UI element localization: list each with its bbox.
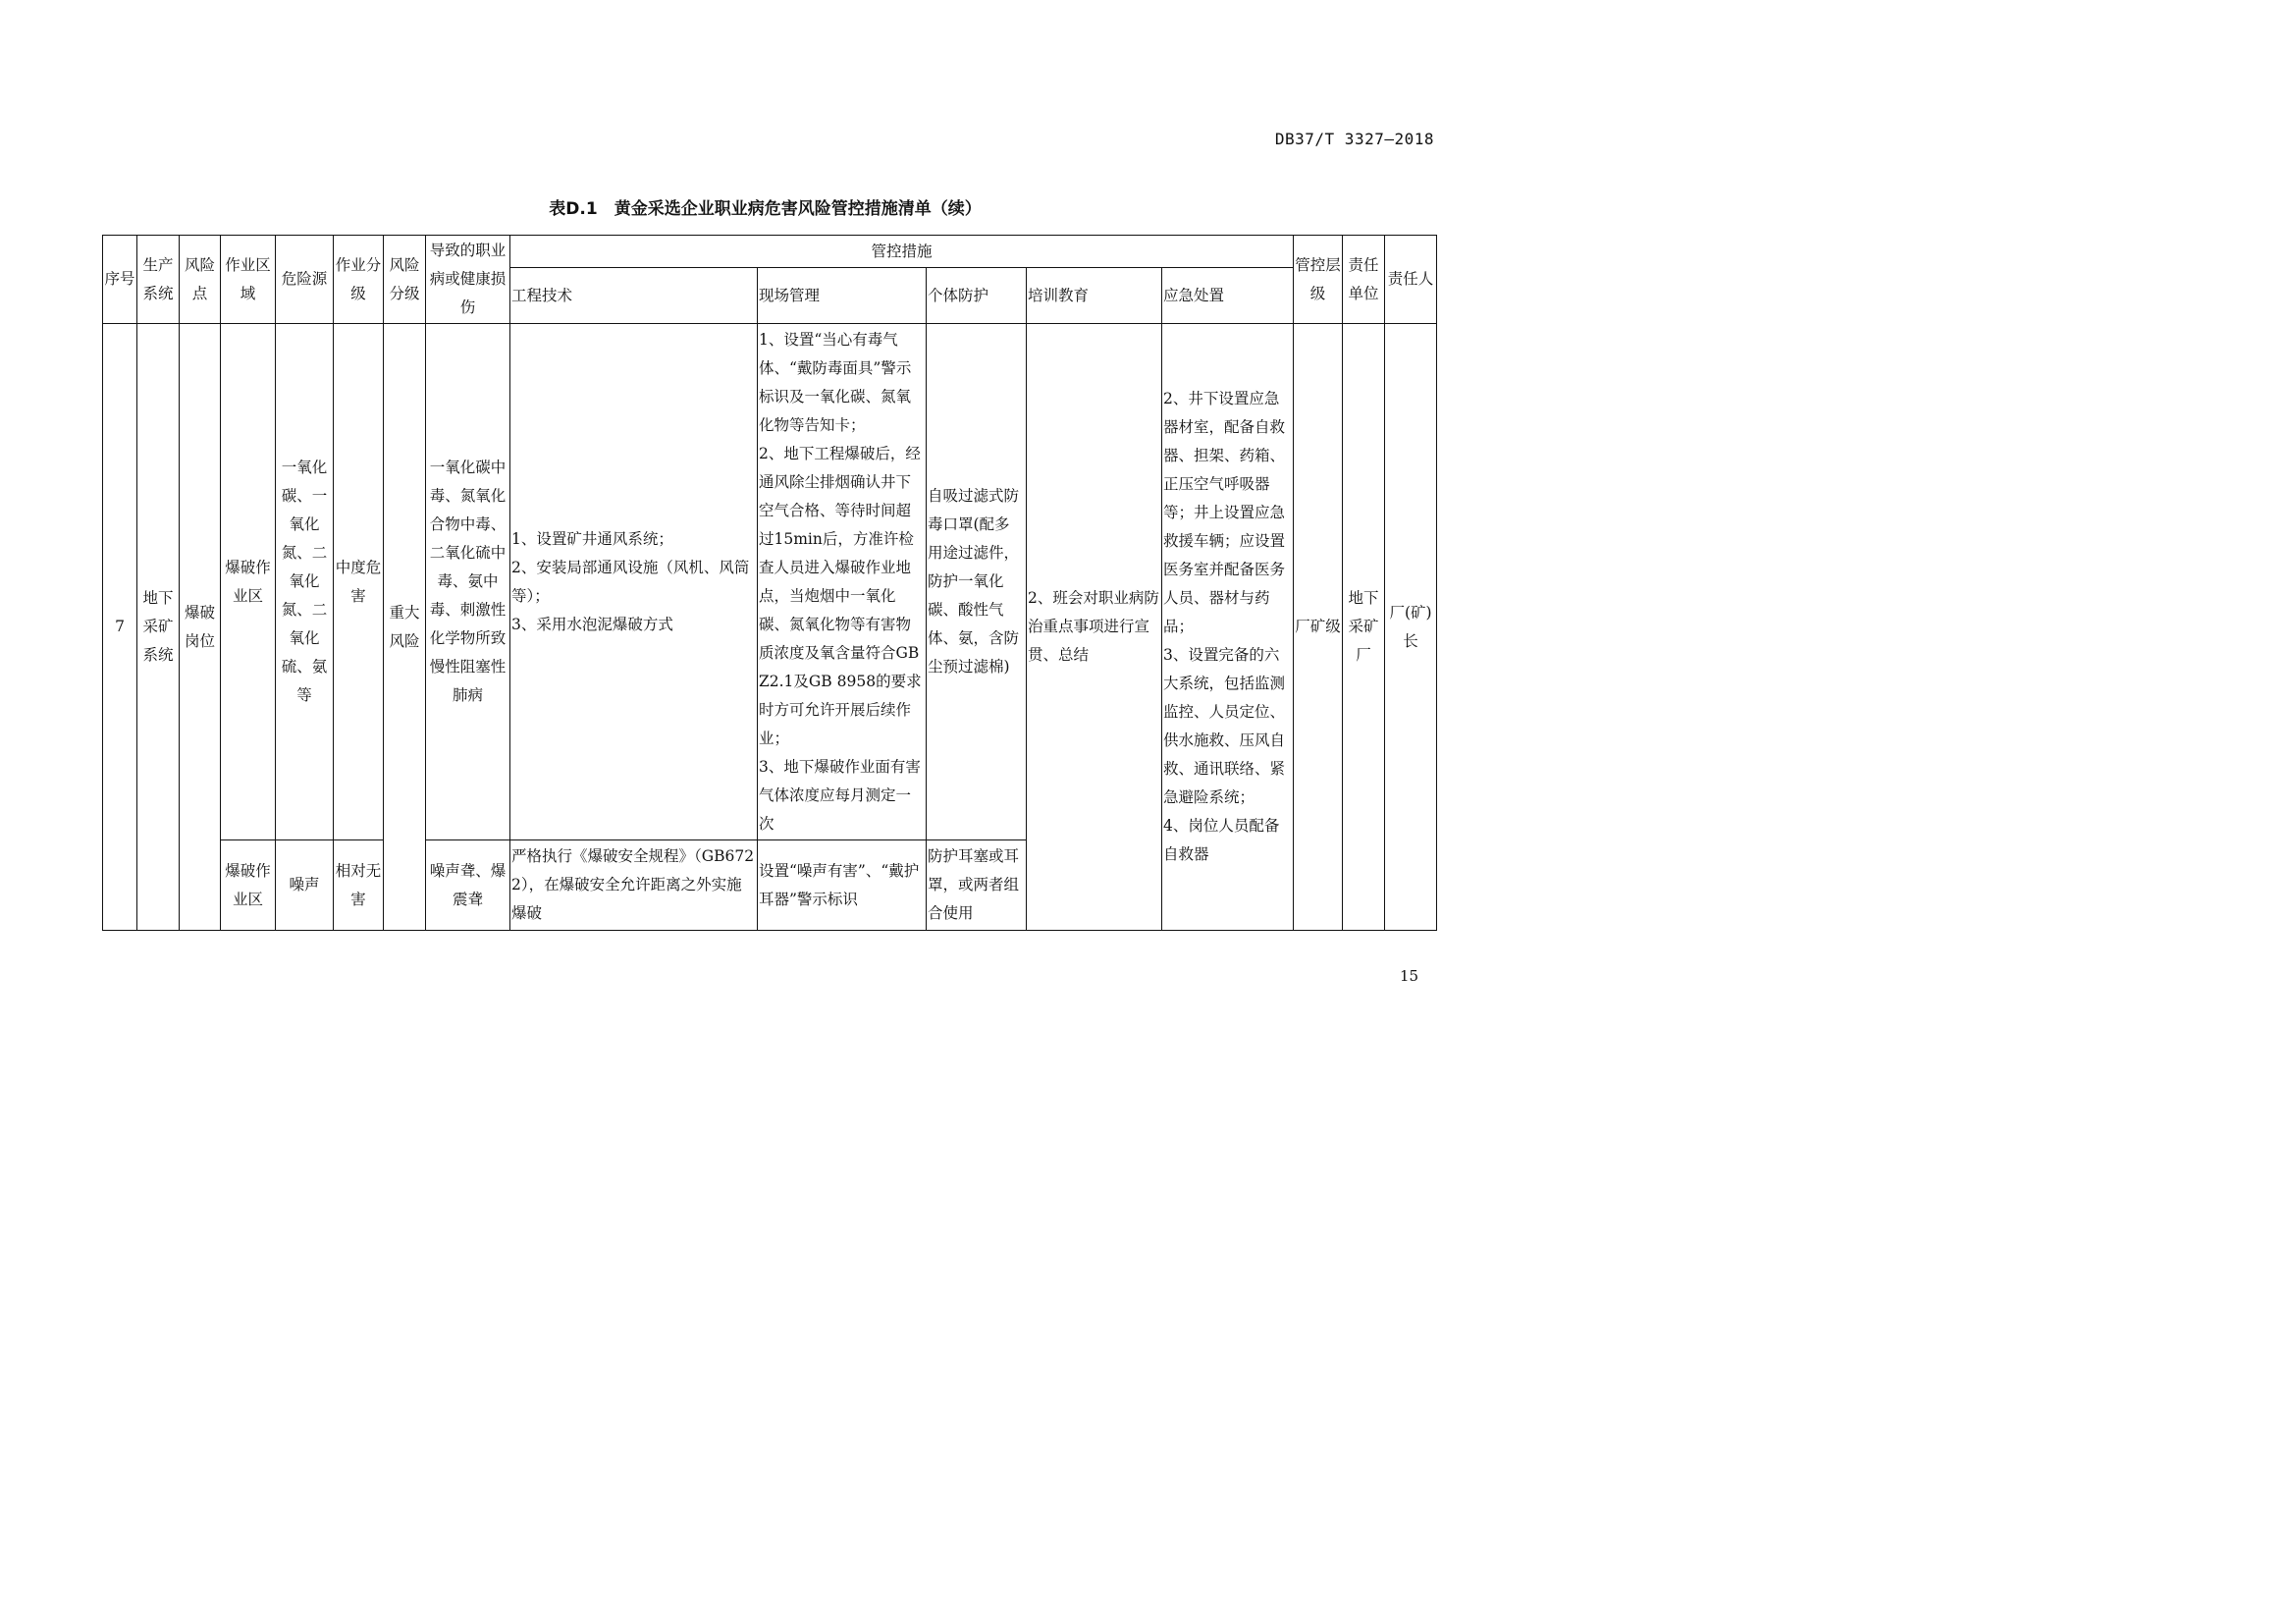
header-emergency: 应急处置 bbox=[1162, 268, 1294, 324]
risk-control-table bbox=[102, 235, 1437, 931]
header-hazard-source: 危险源 bbox=[276, 236, 334, 324]
header-risk-grade: 风险分级 bbox=[384, 236, 426, 324]
header-system: 生产系统 bbox=[137, 236, 180, 324]
cell-job-grade: 中度危害 bbox=[334, 324, 384, 840]
header-control-level: 管控层级 bbox=[1294, 236, 1343, 324]
cell-seq: 7 bbox=[103, 324, 137, 931]
cell-ppe: 自吸过滤式防毒口罩(配多用途过滤件，防护一氧化碳、酸性气体、氨，含防尘预过滤棉) bbox=[927, 324, 1027, 840]
cell-disease: 噪声聋、爆震聋 bbox=[426, 840, 510, 931]
cell-engineering: 1、设置矿井通风系统； 2、安装局部通风设施（风机、风筒等）； 3、采用水泡泥爆破方式 bbox=[510, 324, 758, 840]
cell-resp-unit: 地下采矿厂 bbox=[1343, 324, 1385, 931]
cell-ppe: 防护耳塞或耳罩，或两者组合使用 bbox=[927, 840, 1027, 931]
table-title: 表D.1 黄金采选企业职业病危害风险管控措施清单（续） bbox=[549, 199, 982, 219]
cell-job-grade: 相对无害 bbox=[334, 840, 384, 931]
header-job-grade: 作业分级 bbox=[334, 236, 384, 324]
cell-training: 2、班会对职业病防治重点事项进行宣贯、总结 bbox=[1027, 324, 1162, 931]
header-engineering: 工程技术 bbox=[510, 268, 758, 324]
cell-hazard-source: 噪声 bbox=[276, 840, 334, 931]
cell-risk-point: 爆破岗位 bbox=[180, 324, 221, 931]
document-code: DB37/T 3327—2018 bbox=[1274, 130, 1434, 148]
cell-site-management: 设置“噪声有害”、“戴护耳器”警示标识 bbox=[758, 840, 927, 931]
cell-system: 地下采矿系统 bbox=[137, 324, 180, 931]
cell-emergency: 2、井下设置应急器材室，配备自救器、担架、药箱、正压空气呼吸器等；井上设置应急救援车辆；应设置医务室并配备医务人员、器材与药品； 3、设置完备的六大系统，包括监测监控、人员定位、供水施救、压风自救、通讯联络、紧急避险系统； 4、岗位人员配备自救器 bbox=[1162, 324, 1294, 931]
cell-engineering: 严格执行《爆破安全规程》（GB6722），在爆破安全允许距离之外实施爆破 bbox=[510, 840, 758, 931]
header-disease: 导致的职业病或健康损伤 bbox=[426, 236, 510, 324]
cell-work-area: 爆破作业区 bbox=[221, 324, 276, 840]
cell-site-management: 1、设置“当心有毒气体、“戴防毒面具”警示标识及一氧化碳、氮氧化物等告知卡； 2、地下工程爆破后，经通风除尘排烟确认井下空气合格、等待时间超过15min后，方准许检查人员进入爆破作业地点，当炮烟中一氧化碳、氮氧化物等有害物质浓度及氧含量符合GBZ2.1及GB 8958的要求时方可允许开展后续作业； 3、地下爆破作业面有害气体浓度应每月测定一次 bbox=[758, 324, 927, 840]
header-resp-unit: 责任单位 bbox=[1343, 236, 1385, 324]
header-resp-person: 责任人 bbox=[1385, 236, 1437, 324]
cell-disease: 一氧化碳中毒、氮氧化合物中毒、二氧化硫中毒、氨中毒、刺激性化学物所致慢性阻塞性肺病 bbox=[426, 324, 510, 840]
header-control-measures: 管控措施 bbox=[510, 236, 1294, 268]
cell-hazard-source: 一氧化碳、一氧化氮、二氧化氮、二氧化硫、氨等 bbox=[276, 324, 334, 840]
cell-work-area: 爆破作业区 bbox=[221, 840, 276, 931]
page-number: 15 bbox=[1400, 967, 1419, 985]
cell-control-level: 厂矿级 bbox=[1294, 324, 1343, 931]
header-site-management: 现场管理 bbox=[758, 268, 927, 324]
header-work-area: 作业区域 bbox=[221, 236, 276, 324]
cell-resp-person: 厂(矿)长 bbox=[1385, 324, 1437, 931]
cell-risk-grade: 重大风险 bbox=[384, 324, 426, 931]
header-training: 培训教育 bbox=[1027, 268, 1162, 324]
header-ppe: 个体防护 bbox=[927, 268, 1027, 324]
header-risk-point: 风险点 bbox=[180, 236, 221, 324]
header-seq: 序号 bbox=[103, 236, 137, 324]
